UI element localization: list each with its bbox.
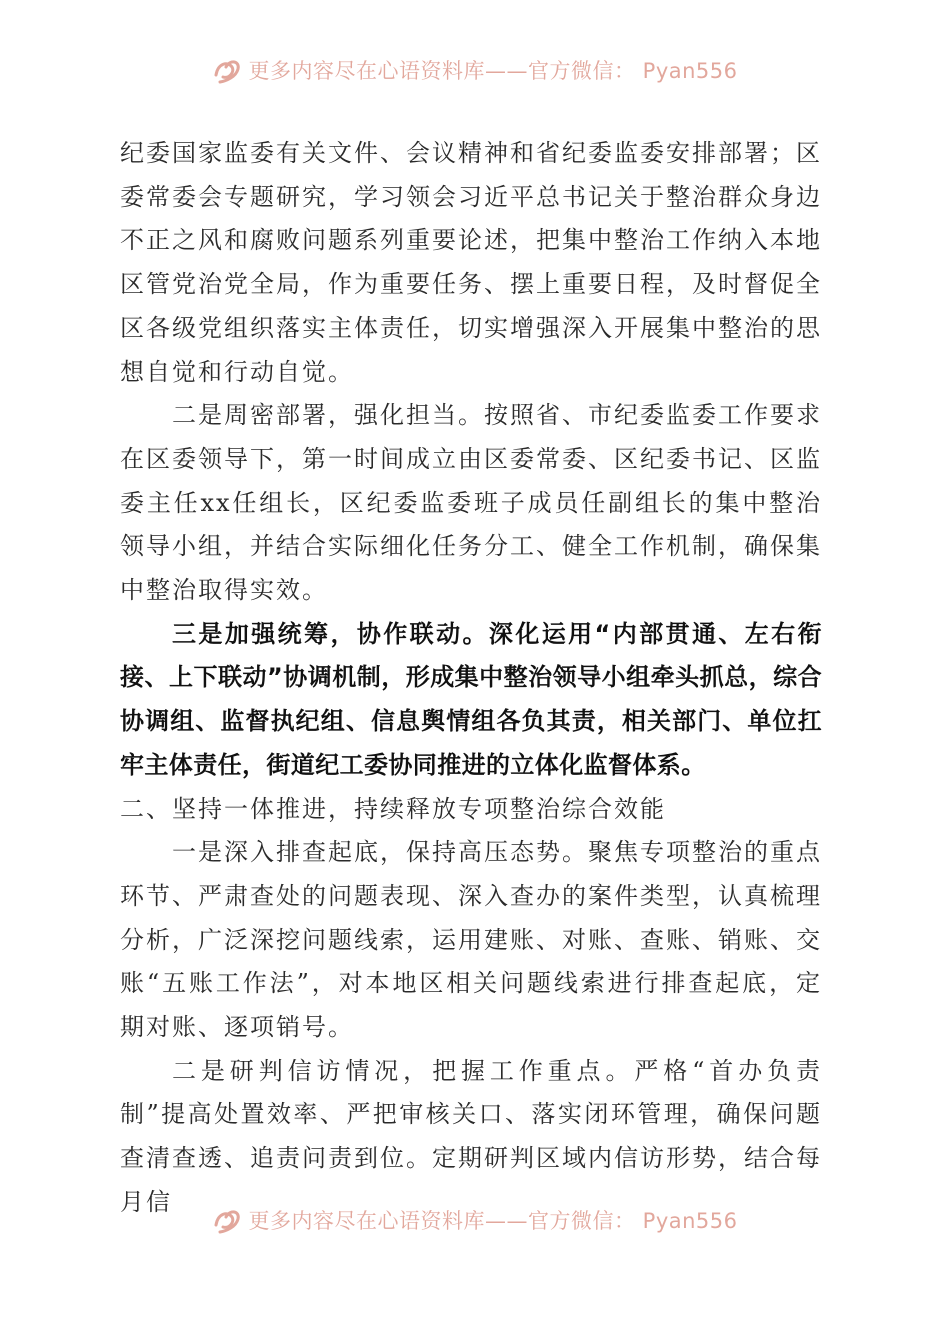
paragraph-5: 二是研判信访情况，把握工作重点。严格“首办负责制”提高处置效率、严把审核关口、落实闭环管理，确保问题查清查透、追责问责到位。定期研判区域内信访形势，结合每月信: [120, 1056, 822, 1216]
watermark-text: 更多内容尽在心语资料库——官方微信： Pyan556: [248, 1209, 738, 1233]
document-body: [120, 132, 822, 1225]
watermark-logo-icon: [212, 55, 242, 85]
header-watermark: [0, 50, 950, 90]
watermark-text: 更多内容尽在心语资料库——官方微信： Pyan556: [248, 59, 738, 83]
paragraph-4: 一是深入排查起底，保持高压态势。聚焦专项整治的重点环节、严肃查处的问题表现、深入查办的案件类型，认真梳理分析，广泛深挖问题线索，运用建账、对账、查账、销账、交账“五账工作法”，对本地区相关问题线索进行排查起底，定期对账、逐项销号。: [120, 838, 822, 1042]
paragraph-3-bold: 三是加强统筹，协作联动。深化运用“内部贯通、左右衔接、上下联动”协调机制，形成集中整治领导小组牵头抓总，综合协调组、监督执纪组、信息舆情组各负其责，相关部门、单位扛牢主体责任，街道纪工委协同推进的立体化监督体系。: [120, 619, 822, 779]
paragraph-2: 二是周密部署，强化担当。按照省、市纪委监委工作要求在区委领导下，第一时间成立由区委常委、区纪委书记、区监委主任xx任组长，区纪委监委班子成员任副组长的集中整治领导小组，并结合实际细化任务分工、健全工作机制，确保集中整治取得实效。: [120, 401, 822, 605]
watermark-logo-icon: [212, 1205, 242, 1235]
section-heading: 二、坚持一体推进，持续释放专项整治综合效能: [120, 794, 666, 823]
paragraph-1: 纪委国家监委有关文件、会议精神和省纪委监委安排部署；区委常委会专题研究，学习领会习近平总书记关于整治群众身边不正之风和腐败问题系列重要论述，把集中整治工作纳入本地区管党治党全局，作为重要任务、摆上重要日程，及时督促全区各级党组织落实主体责任，切实增强深入开展集中整治的思想自觉和行动自觉。: [120, 139, 822, 386]
footer-watermark: [0, 1200, 950, 1240]
